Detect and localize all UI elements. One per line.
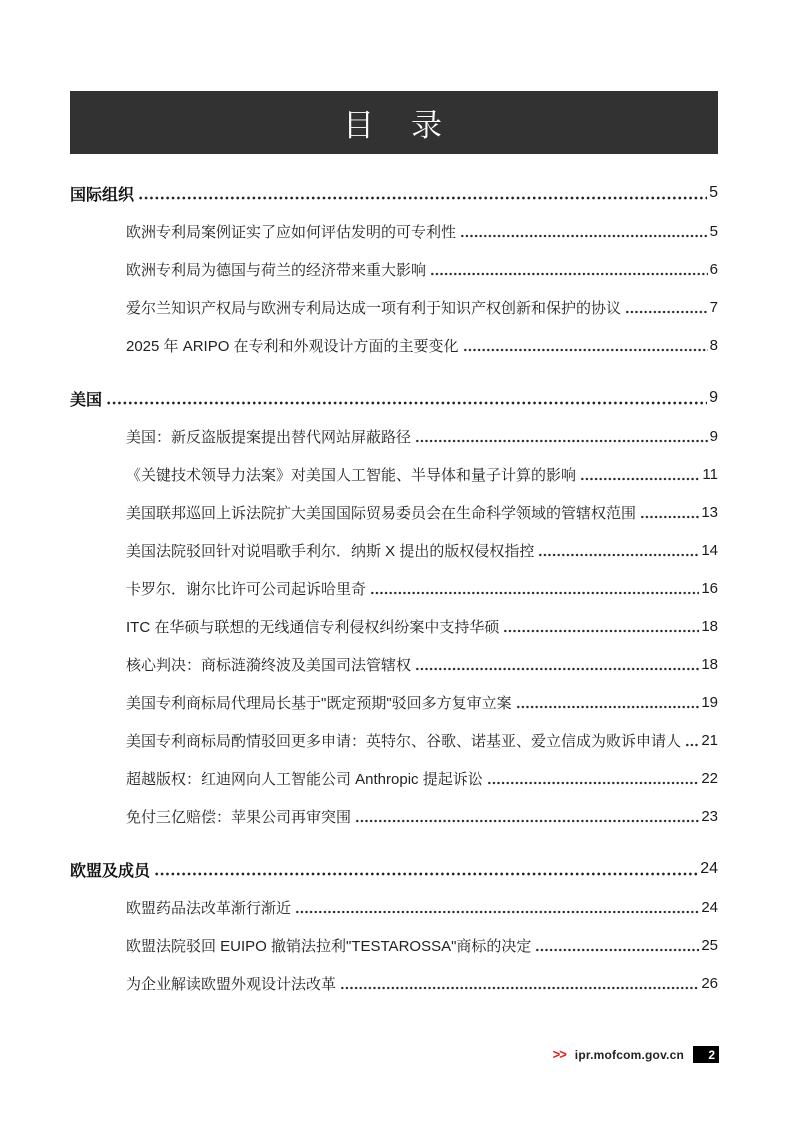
toc-section-3[interactable] [70, 850, 718, 888]
toc-entry[interactable] [70, 759, 718, 797]
toc-item-page-number: 13 [701, 503, 718, 521]
dot-leader [355, 809, 699, 824]
toc-entry[interactable] [70, 645, 718, 683]
toc-item-label: 爱尔兰知识产权局与欧洲专利局达成一项有利于知识产权创新和保护的协议 [126, 299, 622, 317]
toc-entry[interactable] [70, 888, 718, 926]
toc-item-page-number: 25 [701, 936, 718, 954]
dot-leader [535, 938, 699, 953]
toc-title-bar [70, 91, 718, 154]
dot-leader [463, 338, 708, 353]
toc-section-2[interactable] [70, 379, 718, 417]
dot-leader [154, 862, 698, 877]
toc-item-page-number: 6 [709, 260, 718, 278]
toc-item-page-number: 14 [701, 541, 718, 559]
toc-entry[interactable] [70, 569, 718, 607]
toc-entry[interactable] [70, 926, 718, 964]
toc-item-page-number: 26 [701, 974, 718, 992]
toc-entry[interactable] [70, 455, 718, 493]
toc-section-1[interactable] [70, 174, 718, 212]
dot-leader [370, 581, 699, 596]
toc-item-label: 美国 [70, 391, 103, 409]
toc-list [70, 174, 718, 1002]
toc-item-label: 欧盟及成员 [70, 862, 151, 880]
footer-site-link[interactable]: ipr.mofcom.gov.cn [574, 1047, 684, 1062]
dot-leader [430, 262, 708, 277]
toc-entry[interactable] [70, 212, 718, 250]
dot-leader [503, 619, 699, 634]
toc-item-label: 2025 年 ARIPO 在专利和外观设计方面的主要变化 [126, 337, 459, 355]
toc-item-page-number: 22 [701, 769, 718, 787]
toc-item-label: 欧洲专利局为德国与荷兰的经济带来重大影响 [126, 261, 427, 279]
dot-leader [580, 467, 700, 482]
dot-leader [538, 543, 699, 558]
toc-item-page-number: 7 [709, 298, 718, 316]
double-chevron-icon: >> [552, 1046, 566, 1063]
toc-item-label: 美国法院驳回针对说唱歌手利尔．纳斯 X 提出的版权侵权指控 [126, 542, 535, 560]
dot-leader [340, 976, 699, 991]
page-number: 2 [708, 1047, 715, 1062]
dot-leader [415, 657, 699, 672]
toc-entry[interactable] [70, 797, 718, 835]
dot-leader [625, 300, 708, 315]
toc-item-page-number: 24 [701, 898, 718, 916]
toc-entry[interactable] [70, 607, 718, 645]
dot-leader [106, 391, 707, 406]
toc-item-label: 美国专利商标局酌情驳回更多申请：英特尔、谷歌、诺基亚、爱立信成为败诉申请人 [126, 732, 682, 750]
toc-item-page-number: 23 [701, 807, 718, 825]
toc-item-label: 为企业解读欧盟外观设计法改革 [126, 975, 337, 993]
toc-entry[interactable] [70, 288, 718, 326]
page-title: 目 录 [343, 108, 445, 143]
dot-leader [415, 429, 708, 444]
toc-entry[interactable] [70, 683, 718, 721]
toc-entry[interactable] [70, 493, 718, 531]
toc-item-page-number: 19 [701, 693, 718, 711]
toc-item-page-number: 18 [701, 655, 718, 673]
toc-entry[interactable] [70, 531, 718, 569]
toc-item-label: 美国专利商标局代理局长基于"既定预期"驳回多方复审立案 [126, 694, 512, 712]
dot-leader [516, 695, 700, 710]
toc-item-label: 《关键技术领导力法案》对美国人工智能、半导体和量子计算的影响 [126, 466, 577, 484]
toc-item-label: 美国联邦巡回上诉法院扩大美国国际贸易委员会在生命科学领域的管辖权范围 [126, 504, 637, 522]
toc-entry[interactable] [70, 417, 718, 455]
toc-item-label: 核心判决：商标涟漪终波及美国司法管辖权 [126, 656, 412, 674]
toc-item-page-number: 24 [700, 860, 718, 877]
toc-item-label: 欧盟药品法改革渐行渐近 [126, 899, 292, 917]
toc-item-label: 卡罗尔．谢尔比许可公司起诉哈里奇 [126, 580, 367, 598]
page-number-badge [693, 1046, 719, 1063]
toc-item-page-number: 9 [709, 427, 718, 445]
toc-item-label: 国际组织 [70, 186, 135, 204]
toc-item-page-number: 16 [701, 579, 718, 597]
toc-item-label: 欧盟法院驳回 EUIPO 撤销法拉利"TESTAROSSA"商标的决定 [126, 937, 532, 955]
dot-leader [295, 900, 699, 915]
toc-entry[interactable] [70, 326, 718, 364]
toc-entry[interactable] [70, 964, 718, 1002]
toc-item-page-number: 5 [709, 184, 718, 201]
toc-item-page-number: 8 [709, 336, 718, 354]
toc-item-label: 美国：新反盗版提案提出替代网站屏蔽路径 [126, 428, 412, 446]
dot-leader [685, 733, 699, 748]
toc-item-label: ITC 在华硕与联想的无线通信专利侵权纠纷案中支持华硕 [126, 618, 500, 636]
dot-leader [640, 505, 699, 520]
toc-item-page-number: 18 [701, 617, 718, 635]
dot-leader [138, 186, 707, 201]
toc-item-page-number: 21 [701, 731, 718, 749]
toc-item-label: 免付三亿赔偿：苹果公司再审突围 [126, 808, 352, 826]
toc-item-page-number: 5 [709, 222, 718, 240]
toc-item-label: 超越版权：红迪网向人工智能公司 Anthropic 提起诉讼 [126, 770, 483, 788]
page-footer [553, 1046, 719, 1063]
toc-item-label: 欧洲专利局案例证实了应如何评估发明的可专利性 [126, 223, 457, 241]
dot-leader [460, 224, 708, 239]
toc-entry[interactable] [70, 250, 718, 288]
dot-leader [487, 771, 700, 786]
toc-item-page-number: 9 [709, 389, 718, 406]
toc-item-page-number: 11 [702, 465, 718, 483]
toc-entry[interactable] [70, 721, 718, 759]
